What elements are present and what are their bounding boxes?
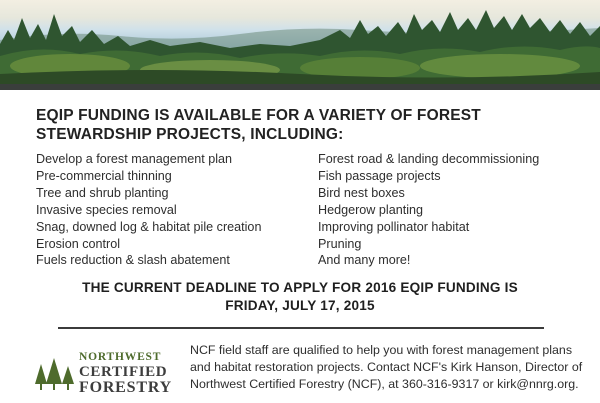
list-item: Bird nest boxes bbox=[318, 185, 405, 200]
ncf-logo bbox=[34, 352, 184, 394]
list-item: Erosion control bbox=[36, 236, 120, 251]
logo-line-3: FORESTRY bbox=[79, 378, 172, 396]
list-item: Forest road & landing decommissioning bbox=[318, 152, 540, 166]
banner-bottom-bar bbox=[0, 84, 600, 90]
list-item: Snag, downed log & habitat pile creation bbox=[36, 219, 262, 234]
deadline-date: FRIDAY, JULY 17, 2015 bbox=[225, 298, 375, 313]
contact-paragraph: NCF field staff are qualified to help you with forest management plans and habitat restoration projects. Contact NCF's Kirk Hanson, Director of Northwest Certified Forestry (NCF), at 360-316-9317 or kirk@nnrg.org. bbox=[190, 343, 583, 392]
list-item: Fish passage projects bbox=[318, 168, 441, 183]
tree-icon bbox=[34, 356, 76, 394]
list-item: And many more! bbox=[318, 253, 411, 268]
list-item: Pre-commercial thinning bbox=[36, 168, 172, 183]
logo-wordmark bbox=[79, 352, 172, 396]
list-item: Develop a forest management plan bbox=[36, 152, 233, 166]
list-item: Improving pollinator habitat bbox=[318, 219, 470, 234]
section-divider bbox=[58, 327, 544, 329]
list-item: Hedgerow planting bbox=[318, 202, 424, 217]
logo-line-1: NORTHWEST bbox=[79, 351, 162, 363]
list-item: Invasive species removal bbox=[36, 202, 177, 217]
projects-list-left bbox=[36, 151, 306, 269]
forest-banner-image bbox=[0, 0, 600, 84]
deadline-notice bbox=[0, 279, 600, 315]
deadline-line-1: THE CURRENT DEADLINE TO APPLY FOR 2016 EQIP FUNDING IS bbox=[82, 280, 518, 295]
projects-list-right bbox=[318, 151, 588, 269]
list-item: Fuels reduction & slash abatement bbox=[36, 253, 230, 268]
logo-line-2: CERTIFIED bbox=[79, 363, 168, 380]
page-headline: EQIP FUNDING IS AVAILABLE FOR A VARIETY OF FOREST STEWARDSHIP PROJECTS, INCLUDING: bbox=[36, 107, 481, 143]
list-item: Pruning bbox=[318, 236, 362, 251]
list-item: Tree and shrub planting bbox=[36, 185, 169, 200]
forest-landscape bbox=[0, 0, 600, 84]
